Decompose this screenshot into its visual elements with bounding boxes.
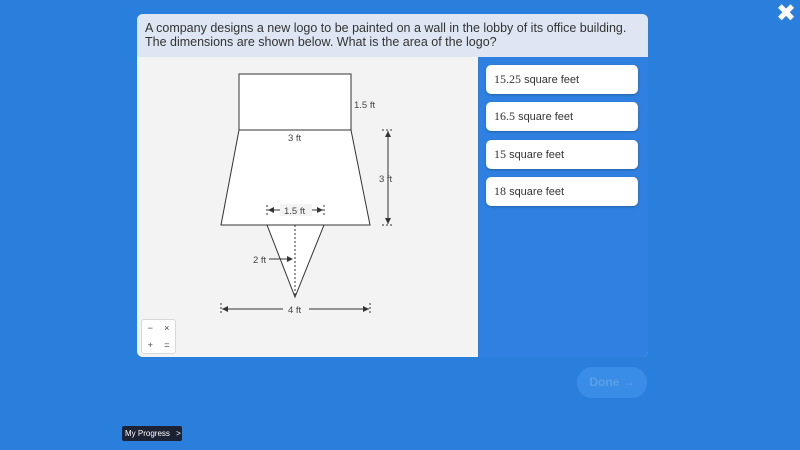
logo-rectangle [239,74,351,130]
answer-unit: square feet [509,149,565,161]
label-trap-height: 3 ft [379,174,393,185]
answer-value: 16.5 [494,109,515,123]
arrow-right-icon: → [622,375,635,389]
answer-choice-4[interactable] [486,177,638,206]
calc-times-button[interactable]: × [164,323,170,334]
answer-choice-3[interactable] [486,140,638,169]
answer-unit: square feet [518,111,574,123]
label-rect-height: 1.5 ft [354,100,376,111]
question-text [137,14,648,57]
chevron-right-icon: > [176,429,181,438]
my-progress-button[interactable] [122,426,182,441]
calculator-widget[interactable] [141,319,176,354]
figure-area [137,57,478,357]
progress-label: My Progress [125,429,170,438]
answer-value: 18 [494,184,506,198]
question-line-2: The dimensions are shown below. What is the area of the logo? [145,35,497,49]
label-rect-width: 3 ft [288,133,302,144]
trap-height-arrow-bottom [385,218,391,224]
done-label: Done [589,375,620,389]
label-tri-base: 1.5 ft [284,206,306,217]
answer-choice-2[interactable] [486,102,638,131]
logo-figure [137,57,478,357]
close-icon[interactable]: ✖ [775,0,797,27]
question-card [137,14,648,357]
calc-equals-button[interactable]: = [164,339,170,350]
calc-minus-button[interactable]: − [147,323,153,334]
answer-value: 15 [494,147,506,161]
answer-panel [478,57,648,357]
answer-choice-1[interactable] [486,65,638,94]
bottom-width-arrow-right [363,306,369,312]
answer-unit: square feet [524,74,580,86]
answer-value: 15.25 [494,72,521,86]
label-tri-height: 2 ft [253,255,267,266]
question-line-1: A company designs a new logo to be painted on a wall in the lobby of its office building. [145,21,627,35]
calc-plus-button[interactable]: + [147,339,153,350]
trap-height-arrow-top [385,131,391,137]
done-button[interactable] [577,367,647,398]
bottom-width-arrow-left [222,306,228,312]
answer-unit: square feet [509,186,565,198]
label-bottom-width: 4 ft [288,305,302,316]
